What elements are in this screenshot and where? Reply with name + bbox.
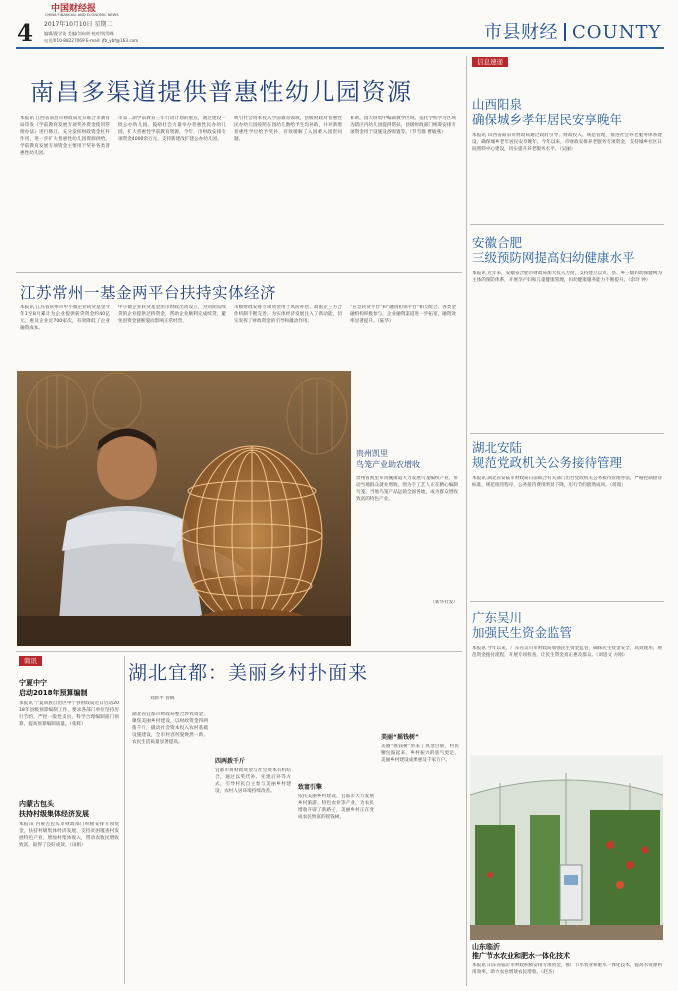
lead-col-3: 吸引社会资本投入学前教育领域，县级财政对普惠性民办幼儿园按照在园幼儿数给予生均补助，并对新增普惠性学位给予奖补，有效缓解了入园难入园贵问题。 bbox=[234, 116, 342, 142]
story2-col-4: “应急转贷平台”和“融资担保平台”相互配合，各类金融机构积极参与，企业融资渠道进一步拓宽，融资效率显著提升。（陆华） bbox=[350, 305, 456, 324]
brief-item-1-body: 本报讯 宁夏回族自治区中宁县财政局近日启动2018年县级预算编制工作，要求各部门单位坚持厉行节约，严控一般性支出，科学合理编制部门预算，提高预算编制质量。（张辉） bbox=[19, 701, 119, 727]
divider bbox=[124, 656, 125, 984]
story3-col-3-text: 依托美丽乡村建设，宜都市大力发展乡村旅游、特色农业等产业，为农民增收开辟了新路子，美丽乡村正在变成农民致富的摇钱树。 bbox=[298, 794, 374, 820]
divider bbox=[16, 272, 462, 273]
birdcage-photo bbox=[17, 371, 351, 646]
section-title bbox=[484, 18, 661, 44]
contact-info: 电话/010-88227069 E-mail: jfb_ybf@163.com bbox=[44, 38, 139, 43]
photo-caption-subtitle: 鸟笼产业助农增收 bbox=[356, 460, 420, 469]
brief-item-2-subtitle: 扶持村级集体经济发展 bbox=[19, 810, 89, 818]
divider bbox=[16, 651, 462, 652]
masthead-rule bbox=[16, 47, 664, 49]
story2-col-1: 本报讯 江苏省常州市中小微企业转贷基金今年1至8月累计为企业提供转贷资金约40亿元，惠及企业近700家次，有效降低了企业融资成本。 bbox=[20, 305, 110, 331]
side-story-3-title-1: 湖北安陆 bbox=[472, 440, 523, 455]
birdcage-photo-art bbox=[17, 371, 351, 646]
section-title-en: COUNTY bbox=[572, 22, 662, 43]
newspaper-logo-en: CHINA FINANCIAL AND ECONOMIC NEWS bbox=[45, 13, 119, 17]
story3-col-4 bbox=[381, 696, 459, 976]
newspaper-logo: 中国财经报 bbox=[51, 4, 97, 14]
masthead bbox=[0, 0, 678, 62]
side-story-5-body: 本报讯 山东省临沂市财政积极安排专项资金，推广节水农业和肥水一体化技术，提高水资源利用效率，助力农业增效农民增收。（赵杰） bbox=[472, 963, 662, 975]
side-story-1-body: 本报讯 山西省阳泉市财政局通过政府引导、财政投入、规范管理，推进社会养老服务体系建设，确保城乡老年居民安享晚年。今年以来，市财政安排养老服务专项资金，支持城乡社区日间照料中心建设，切实提升养老服务水平。（吴丽） bbox=[472, 133, 662, 152]
editor-info: 编辑/曹学英 美编/刘向明 校对/钱雪峰 bbox=[44, 31, 114, 36]
lead-col-2: 市第二期学前教育三年行动计划的重点，通过建设一批公办幼儿园，鼓励社会力量举办普惠性民办幼儿园，扩大普惠性学前教育资源。今年，市财政安排专项资金4000余万元，支持新建改扩建公办幼儿园。 bbox=[118, 116, 226, 142]
story3-headline: 湖北宜都：美丽乡村扑面来 bbox=[128, 662, 369, 684]
side-story-1 bbox=[472, 97, 662, 211]
divider bbox=[466, 56, 467, 986]
side-story-4-body: 本报讯 今年以来，广东省吴川市财政局加强民生资金监管，确保民生资金安全、高效使用，规范资金拨付流程，开展专项检查，让民生资金真正惠及群众。（刘思文 方刚） bbox=[472, 646, 662, 658]
side-story-5 bbox=[472, 943, 662, 991]
brief-tag: 简讯 bbox=[19, 656, 42, 666]
issue-date: 2017年10月10日 星期二 bbox=[44, 21, 113, 28]
side-story-3-body: 本报讯 湖北省安陆市财政局日前联合有关部门出台党政机关公务接待管理办法，严格控制接待标准，规范接待程序，公务接待费用明显下降，厉行节约蔚然成风。（蒋瑞） bbox=[472, 476, 662, 488]
story2-headline: 江苏常州一基金两平台扶持实体经济 bbox=[20, 284, 277, 302]
story3-subhead-2: 致富引擎 bbox=[298, 784, 323, 791]
side-story-5-title-2: 推广节水农业和肥水一体化技术 bbox=[472, 952, 570, 960]
story3-subhead-3: 美丽“摇钱树” bbox=[381, 734, 419, 741]
story3-col-1: 湖北省宜都市财政局整合涉农资金，聚焦美丽乡村建设，以财政资金四两拨千斤，撬动社会资本投入农村基础设施建设，全市村容村貌焕然一新，农民生活质量显著提高。 bbox=[132, 712, 208, 745]
photo-caption-body: 贵州省凯里市湾溪街道大力发展鸟笼编织产业，带动当地群众就业增收。图为手工艺人正在精心编制鸟笼。当地鸟笼产品远销全国各地，成为群众增收致富的特色产业。 bbox=[356, 476, 458, 502]
lead-headline: 南昌多渠道提供普惠性幼儿园资源 bbox=[30, 78, 413, 106]
side-story-1-title-1: 山西阳泉 bbox=[472, 97, 523, 112]
brief-column bbox=[19, 678, 119, 978]
brief-item-2-title: 内蒙古包头 bbox=[19, 800, 54, 808]
side-story-3-title-2: 规范党政机关公务接待管理 bbox=[472, 455, 623, 470]
brief-item-2-body: 本报讯 内蒙古包头市财政部门积极安排专项资金，扶持村级集体经济发展，支持贫困嘎查村发展特色产业，增加村集体收入，带动农牧民增收致富，取得了良好成效。（田娟） bbox=[19, 822, 119, 848]
page-number: 4 bbox=[17, 20, 34, 47]
greenhouse-photo bbox=[470, 755, 663, 940]
story3-col-2-text: 宜都市将财政资金与社会资本有机结合，通过以奖代补、先建后补等方式，引导村民自主参与美丽乡村建设，农村人居环境持续改善。 bbox=[215, 768, 291, 794]
divider bbox=[470, 601, 664, 602]
greenhouse-photo-art bbox=[470, 755, 663, 940]
side-story-1-title-2: 确保城乡孝年居民安享晚年 bbox=[472, 112, 623, 127]
brief-item-1-title: 宁夏中宁 bbox=[19, 679, 47, 687]
side-story-2-body: 本报讯 近年来，安徽省合肥市财政局加大投入力度，支持建立以市、县、乡三级妇幼保健网为主体的预防体系，开展孕产妇和儿童健康管理，妇幼健康服务能力不断提升。（余玲 钟） bbox=[472, 271, 662, 283]
side-tag: 信息速递 bbox=[472, 57, 508, 67]
story2-col-3: 市级财政安排专项资金用于风险补偿，政银企三方合作机制不断完善，为实体经济发展注入了新动能，切实发挥了财政资金的引导和撬动作用。 bbox=[234, 305, 342, 324]
section-divider bbox=[564, 23, 566, 41]
story3-col-4-text: 美丽“摇钱树”带来了真金白银，村民腰包鼓起来，乡村振兴的底气更足，美丽乡村建设成果惠及千家万户。 bbox=[381, 744, 459, 763]
story3-col-3 bbox=[298, 696, 374, 976]
brief-item-1-subtitle: 启动2018年预算编制 bbox=[19, 689, 88, 697]
photo-caption-title: 贵州凯里 bbox=[356, 449, 388, 458]
photo-credit: （新华社发） bbox=[430, 600, 458, 605]
photo-caption bbox=[356, 448, 458, 646]
story2-col-2: 中小微企业转贷基金由市财政出资设立，为到期需续贷的企业提供过桥资金，帮助企业顺利完成续贷，避免因资金链断裂而影响正常经营。 bbox=[118, 305, 226, 324]
story3-col-2 bbox=[215, 696, 291, 976]
side-story-3 bbox=[472, 440, 662, 601]
divider bbox=[470, 433, 664, 434]
side-story-4-title-2: 加强民生资金监管 bbox=[472, 625, 573, 640]
section-title-cn: 市县财经 bbox=[484, 22, 558, 43]
story3-subhead-1: 四两拨千斤 bbox=[215, 758, 246, 765]
side-story-4 bbox=[472, 610, 662, 746]
side-story-2 bbox=[472, 235, 662, 391]
lead-col-4: 补助。园大班集中编制教学区域，依托学校学习区域为辖区内幼儿园提供帮扶，县级财政部门统筹安排专项资金用于设施设备购置等。（罗雪群 曹敏燕） bbox=[350, 116, 456, 135]
divider bbox=[470, 224, 664, 225]
side-story-2-title-2: 三级预防网提高妇幼健康水平 bbox=[472, 250, 635, 265]
side-story-4-title-1: 广东吴川 bbox=[472, 610, 523, 625]
side-story-5-title-1: 山东临沂 bbox=[472, 943, 500, 951]
side-story-2-title-1: 安徽合肥 bbox=[472, 235, 523, 250]
lead-col-1: 本报讯 江西省南昌市财政局近日联合市教育局印发《学前教育发展专项奖补资金使用管理办法》进行修订，充分发挥财政资金杠杆作用，进一步扩大普惠性幼儿园资源供给。学前教育发展专项资金主要用于奖补各类普惠性幼儿园。 bbox=[20, 116, 110, 156]
story3-byline: 刘新平 曾稿 bbox=[150, 696, 175, 701]
